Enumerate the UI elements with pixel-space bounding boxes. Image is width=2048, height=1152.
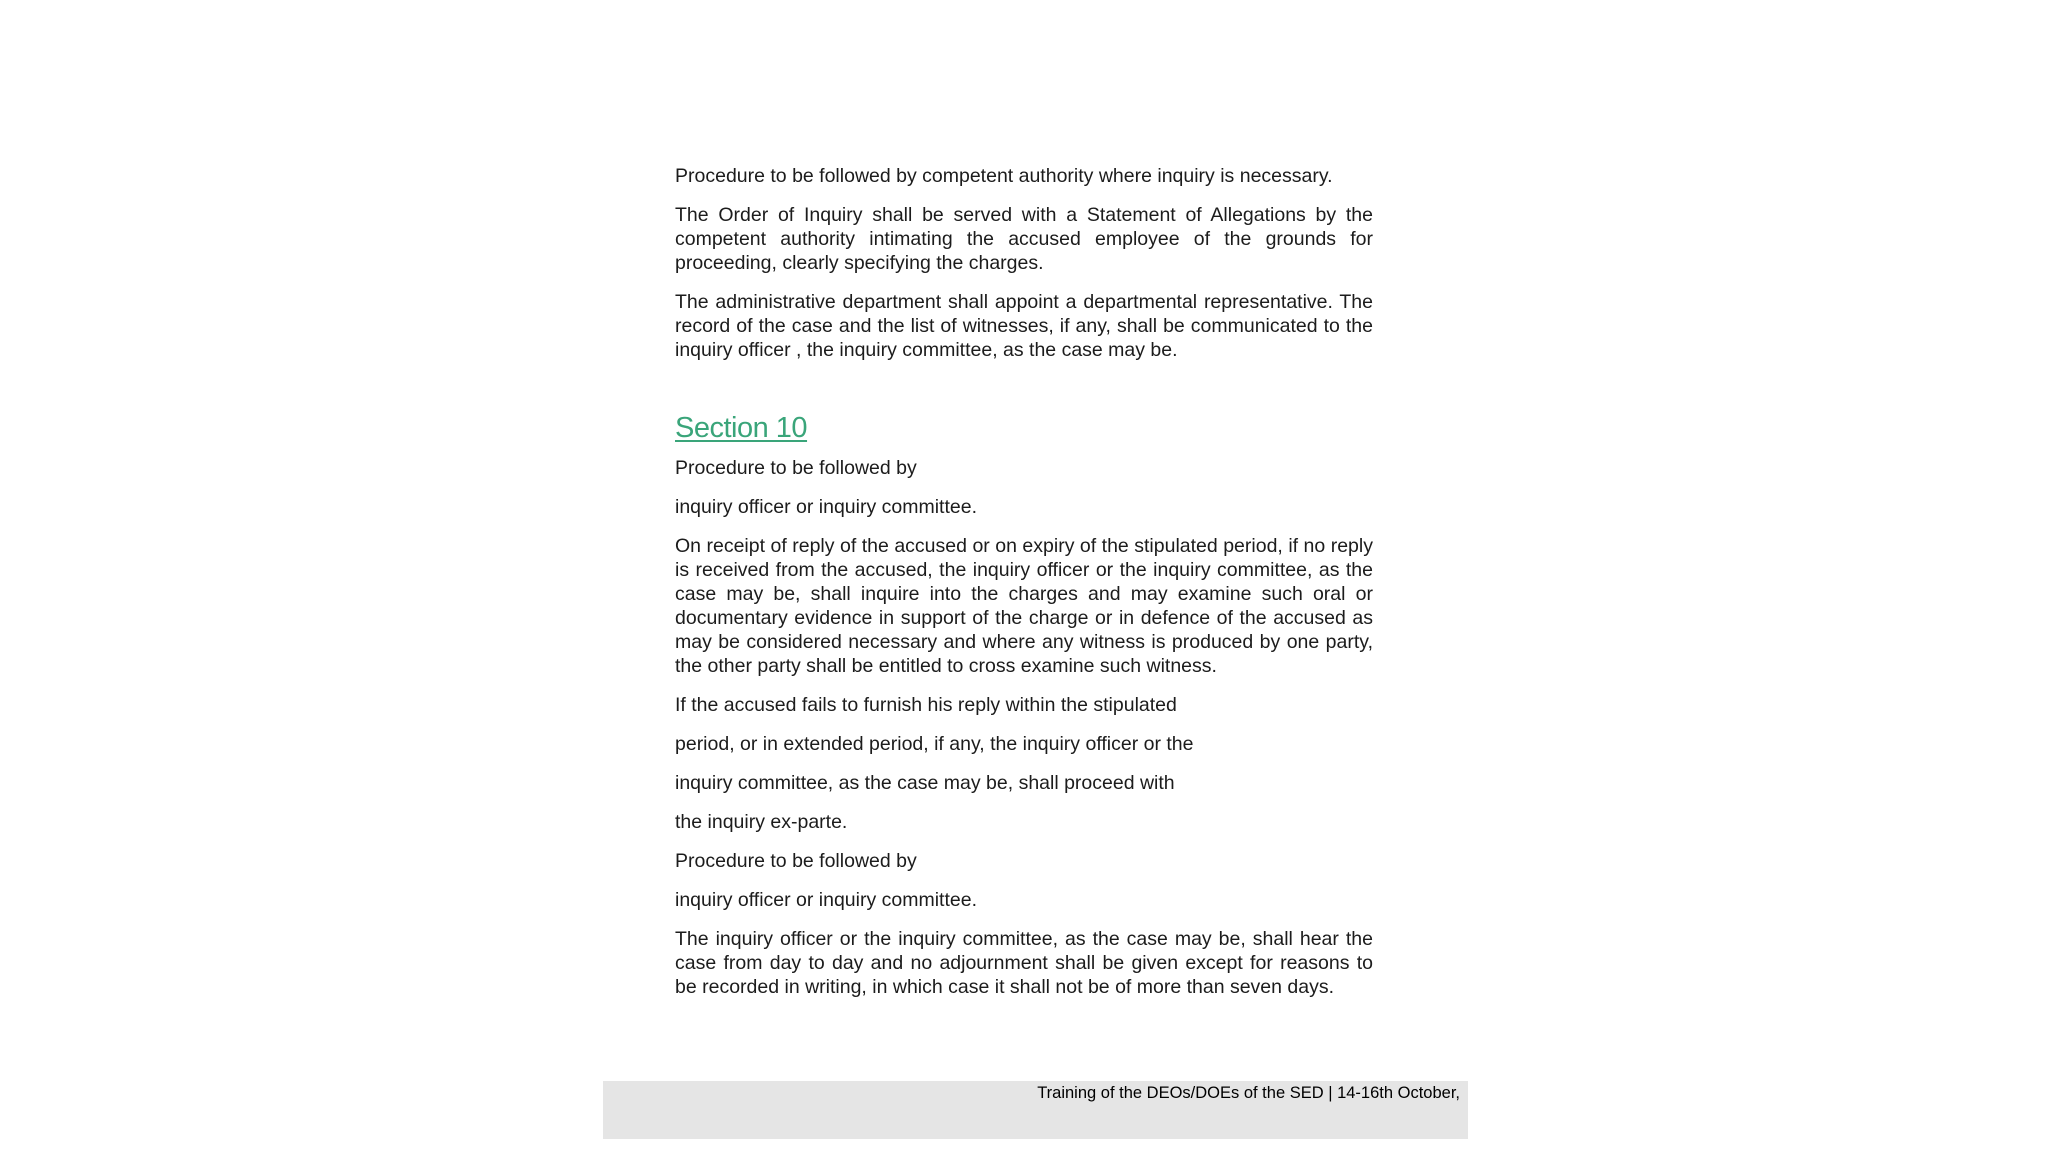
paragraph: Procedure to be followed by <box>675 850 917 872</box>
paragraph: The administrative department shall appoint a departmental representative. The record of the case and the list of witnesses, if any, shall be communicated to the inquiry officer , the inquiry committee, as the case may be. <box>675 291 1373 361</box>
paragraph: inquiry officer or inquiry committee. <box>675 496 978 518</box>
paragraph: The Order of Inquiry shall be served with a Statement of Allegations by the competent authority intimating the accused employee of the grounds for proceeding, clearly specifying the charges. <box>675 204 1373 274</box>
page-content <box>675 164 1373 1014</box>
paragraph: the inquiry ex-parte. <box>675 811 848 833</box>
paragraph: inquiry committee, as the case may be, shall proceed with <box>675 772 1175 794</box>
paragraph: If the accused fails to furnish his reply within the stipulated <box>675 694 1177 716</box>
paragraph: inquiry officer or inquiry committee. <box>675 889 978 911</box>
paragraph: period, or in extended period, if any, the inquiry officer or the <box>675 733 1194 755</box>
page-footer <box>603 1081 1468 1139</box>
paragraph: Procedure to be followed by <box>675 457 917 479</box>
paragraph: On receipt of reply of the accused or on expiry of the stipulated period, if no reply is received from the accused, the inquiry officer or the inquiry committee, as the case may be, shall inquire into the charges and may examine such oral or documentary evidence in support of the charge or in defence of the accused as may be considered necessary and where any witness is produced by one party, the other party shall be entitled to cross examine such witness. <box>675 535 1373 677</box>
section-heading[interactable]: Section 10 <box>675 412 808 444</box>
footer-text: Training of the DEOs/DOEs of the SED | 14-16th October, <box>1037 1084 1460 1102</box>
paragraph: Procedure to be followed by competent authority where inquiry is necessary. <box>675 165 1333 187</box>
paragraph: The inquiry officer or the inquiry committee, as the case may be, shall hear the case from day to day and no adjournment shall be given except for reasons to be recorded in writing, in which case it shall not be of more than seven days. <box>675 928 1373 998</box>
